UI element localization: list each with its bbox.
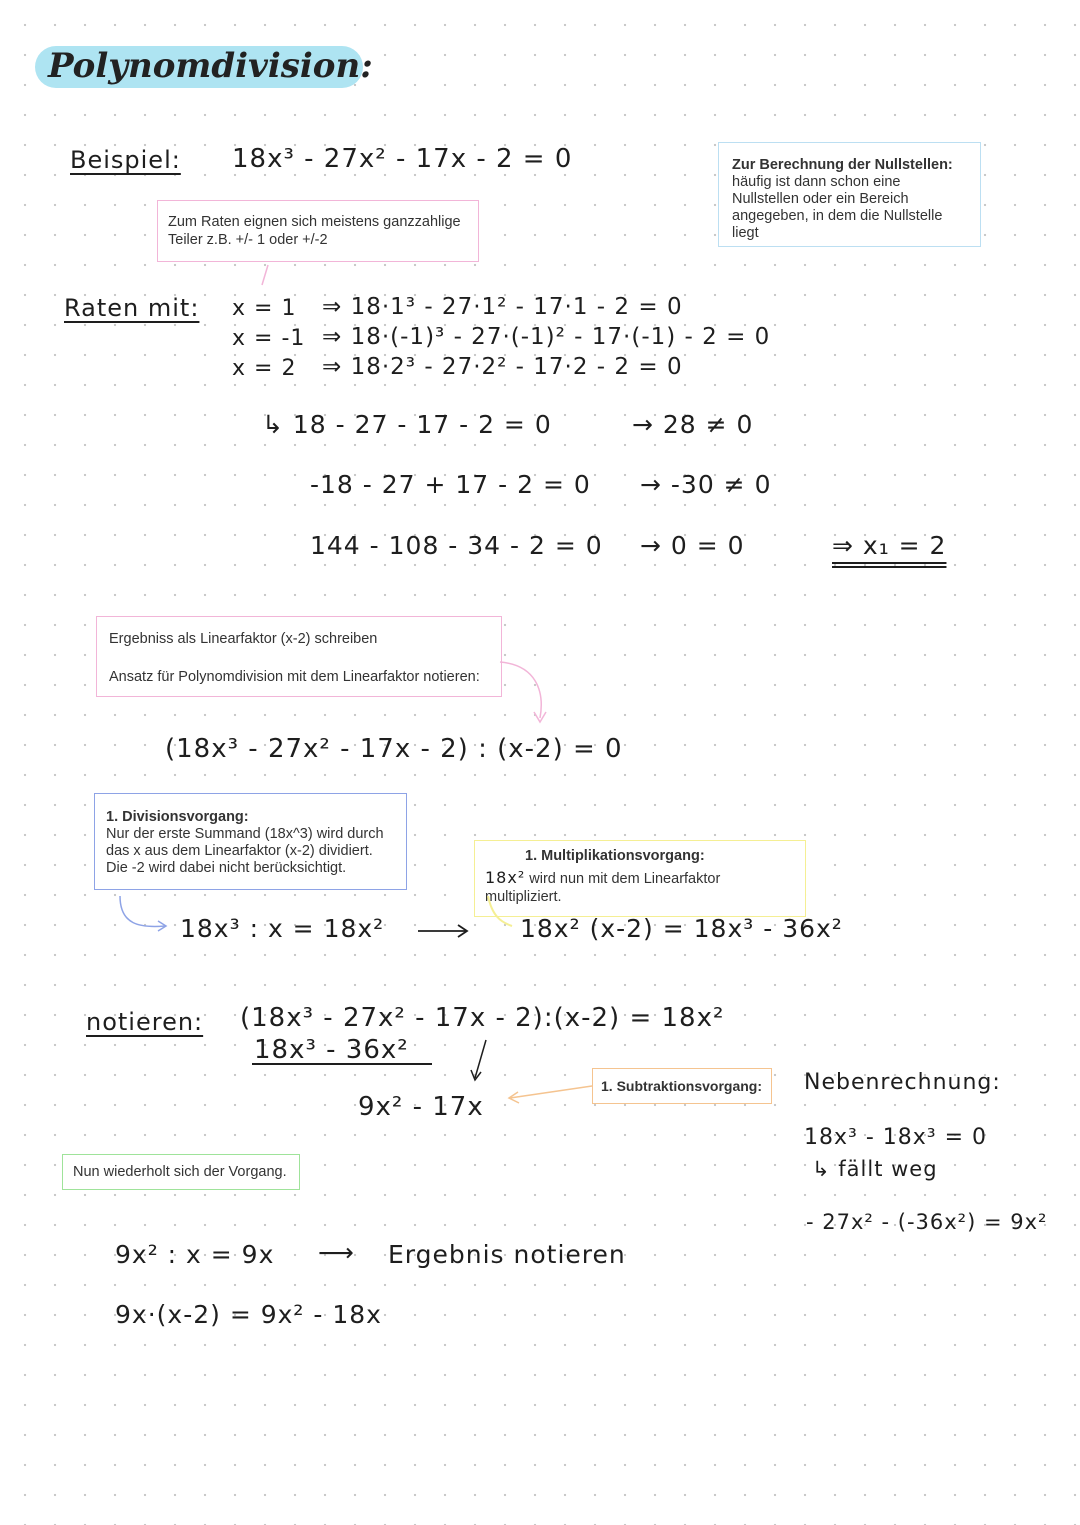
subtraction-step-box [592,1068,772,1104]
guess-tip-text: Zum Raten eignen sich meistens ganzzahlige Teiler z.B. +/- 1 oder +/-2 [168,214,461,248]
repeat-arrow: ⟶ [318,1238,355,1267]
notation-line1: (18x³ - 27x² - 17x - 2):(x-2) = 18x² [240,1003,725,1033]
notation-line2: 18x³ - 36x² [254,1035,409,1065]
roots-tip-heading: Zur Berechnung der Nullstellen: [732,157,953,173]
division-step-text: Nur der erste Summand (18x^3) wird durch das x aus dem Linearfaktor (x-2) dividiert. Die -2 wird dabei nicht berücksichtigt. [106,826,384,876]
side-calc-line3: - 27x² - (-36x²) = 9x² [806,1210,1048,1234]
guess-label: Raten mit: [64,294,200,322]
example-equation: 18x³ - 27x² - 17x - 2 = 0 [232,144,573,174]
repeat-note-box [62,1154,300,1190]
multiplication-step-text: wird nun mit dem Linearfaktor multipliziert. [485,871,721,905]
page-title: Polynomdivision: [48,46,373,86]
guess-expr-3: ⇒ 18·2³ - 27·2² - 17·2 - 2 = 0 [322,354,683,380]
repeat-note-text: Nun wiederholt sich der Vorgang. [73,1164,287,1180]
side-calc-line1: 18x³ - 18x³ = 0 [804,1125,988,1150]
division-work: 18x³ : x = 18x² [180,914,385,943]
guess-x-1: x = 1 [232,296,297,321]
example-label: Beispiel: [70,146,181,174]
result-calc-2: -18 - 27 + 17 - 2 = 0 [310,470,591,499]
roots-tip-text: häufig ist dann schon eine Nullstellen oder ein Bereich angegeben, in dem die Nullstelle liegt [732,174,943,241]
guess-tip-box [157,200,479,262]
multiplication-step-term: 18x² [485,868,526,887]
division-arrowhead [158,921,166,931]
bring-down-arrowhead [471,1070,481,1080]
side-calc-line2: ↳ fällt weg [812,1157,938,1181]
division-step-heading: 1. Divisionsvorgang: [106,809,249,825]
linear-factor-arrow [500,662,541,718]
result-outcome-2: → -30 ≠ 0 [640,470,772,499]
notation-line3: 9x² - 17x [358,1092,484,1122]
side-calc-label: Nebenrechnung: [804,1070,1001,1095]
linear-factor-line2: Ansatz für Polynomdivision mit dem Linearfaktor notieren: [109,669,480,685]
bring-down-arrow [475,1040,486,1078]
result-calc-1: ↳ 18 - 27 - 17 - 2 = 0 [262,410,552,439]
multiplication-step-heading: 1. Multiplikationsvorgang: [525,848,705,864]
result-outcome-1: → 28 ≠ 0 [632,410,754,439]
linear-factor-box [96,616,502,697]
repeat-line1: 9x² : x = 9x [115,1240,275,1269]
guess-expr-1: ⇒ 18·1³ - 27·1² - 17·1 - 2 = 0 [322,294,683,320]
repeat-line2: 9x·(x-2) = 9x² - 18x [115,1300,382,1329]
result-calc-3: 144 - 108 - 34 - 2 = 0 [310,531,603,560]
root-result: ⇒ x₁ = 2 [832,531,947,560]
division-arrow [120,896,165,926]
repeat-result-note: Ergebnis notieren [388,1240,626,1269]
linear-factor-line1: Ergebniss als Linearfaktor (x-2) schreiben [109,631,378,647]
multiplication-step-box [474,840,806,917]
guess-pointer [262,265,268,285]
roots-tip-box [718,142,981,247]
guess-x-3: x = 2 [232,356,297,381]
linear-factor-arrowhead [534,712,546,722]
subtraction-arrow [510,1086,592,1098]
work-arrowhead [458,925,467,937]
subtraction-arrowhead [509,1092,519,1103]
guess-expr-2: ⇒ 18·(-1)³ - 27·(-1)² - 17·(-1) - 2 = 0 [322,324,771,350]
division-setup: (18x³ - 27x² - 17x - 2) : (x-2) = 0 [165,734,623,764]
result-outcome-3: → 0 = 0 [640,531,745,560]
subtraction-step-heading: 1. Subtraktionsvorgang: [601,1078,763,1094]
multiplication-work: 18x² (x-2) = 18x³ - 36x² [520,914,843,943]
division-step-box [94,793,407,890]
notation-label: notieren: [86,1008,204,1036]
guess-x-2: x = -1 [232,326,306,351]
